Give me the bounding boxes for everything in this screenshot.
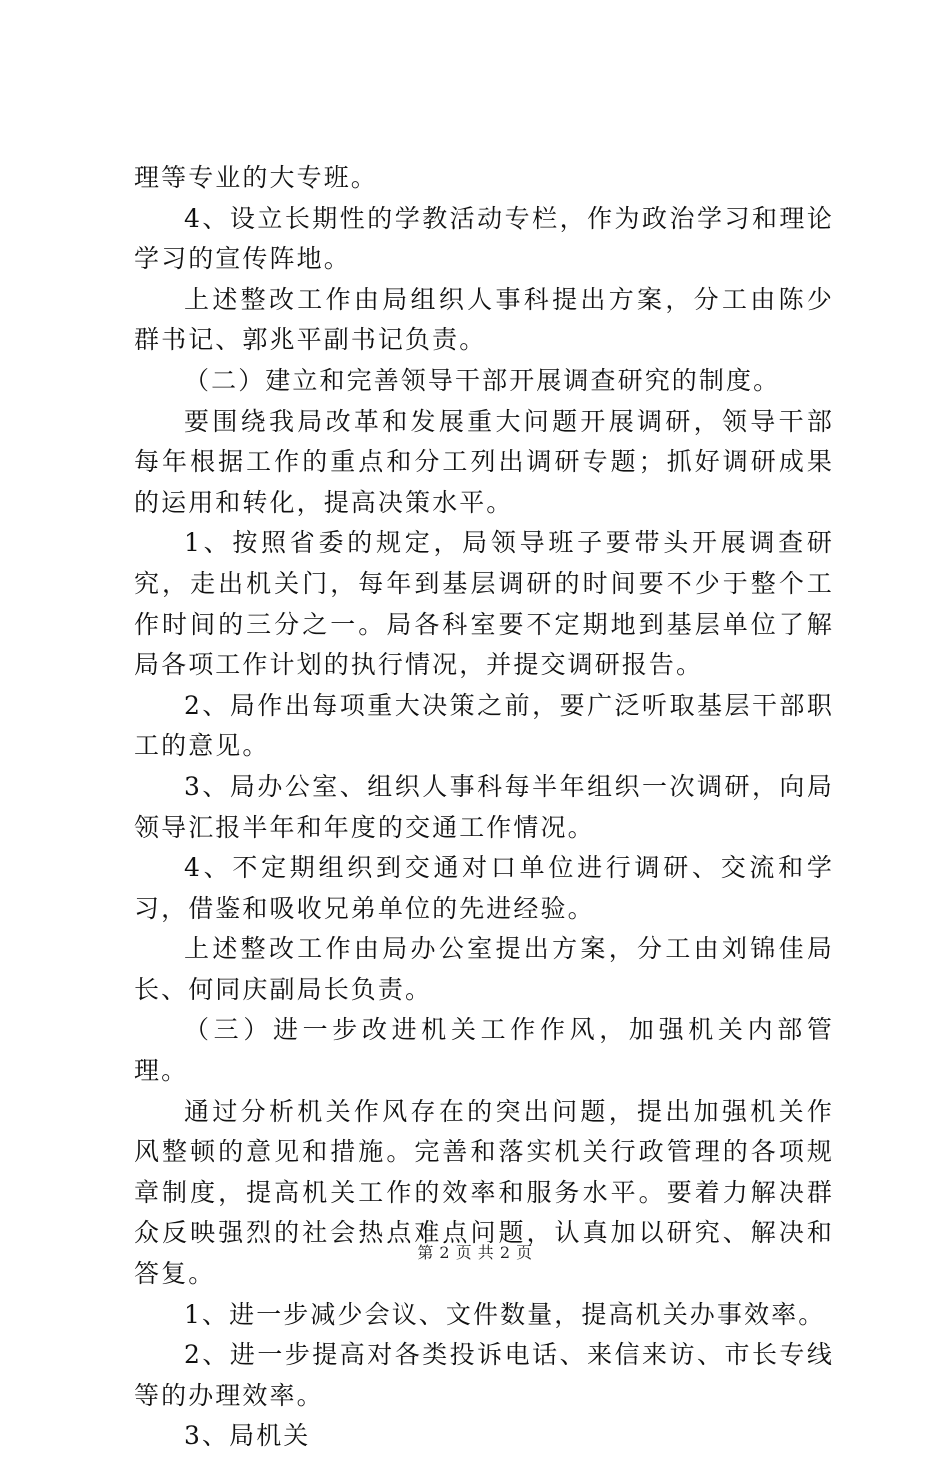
paragraph: 上述整改工作由局组织人事科提出方案，分工由陈少群书记、郭兆平副书记负责。 <box>134 284 834 355</box>
paragraph: 理等专业的大专班。 <box>134 163 378 192</box>
paragraph: 2、局作出每项重大决策之前，要广泛听取基层干部职工的意见。 <box>134 690 834 761</box>
page-number: 第 2 页 共 2 页 <box>417 1243 533 1262</box>
paragraph: 3、局办公室、组织人事科每半年组织一次调研，向局领导汇报半年和年度的交通工作情况。 <box>134 771 834 842</box>
paragraph: 4、不定期组织到交通对口单位进行调研、交流和学习，借鉴和吸收兄弟单位的先进经验。 <box>134 853 834 923</box>
paragraph: 2、进一步提高对各类投诉电话、来信来访、市长专线等的办理效率。 <box>134 1340 834 1410</box>
paragraph: 要围绕我局改革和发展重大问题开展调研，领导干部每年根据工作的重点和分工列出调研专题；抓好调研成果的运用和转化，提高决策水平。 <box>134 406 834 517</box>
paragraph: 上述整改工作由局办公室提出方案，分工由刘锦佳局长、何同庆副局长负责。 <box>134 934 834 1004</box>
paragraph: 1、按照省委的规定，局领导班子要带头开展调查研究，走出机关门，每年到基层调研的时间要不少于整个工作时间的三分之一。局各科室要不定期地到基层单位了解局各项工作计划的执行情况，并提交调研报告。 <box>134 528 834 680</box>
paragraph: 4、设立长期性的学教活动专栏，作为政治学习和理论学习的宣传阵地。 <box>134 203 834 274</box>
page-footer <box>0 1240 950 1263</box>
paragraph: 1、进一步减少会议、文件数量，提高机关办事效率。 <box>184 1299 826 1329</box>
section-heading: （三）进一步改进机关工作作风，加强机关内部管理。 <box>134 1015 834 1086</box>
section-heading: （二）建立和完善领导干部开展调查研究的制度。 <box>184 365 781 395</box>
paragraph: 3、局机关 <box>184 1421 311 1451</box>
paragraph: 通过分析机关作风存在的突出问题，提出加强机关作风整顿的意见和措施。完善和落实机关行政管理的各项规章制度，提高机关工作的效率和服务水平。要着力解决群众反映强烈的社会热点难点问题，认真加以研究、解决和答复。 <box>134 1096 834 1289</box>
